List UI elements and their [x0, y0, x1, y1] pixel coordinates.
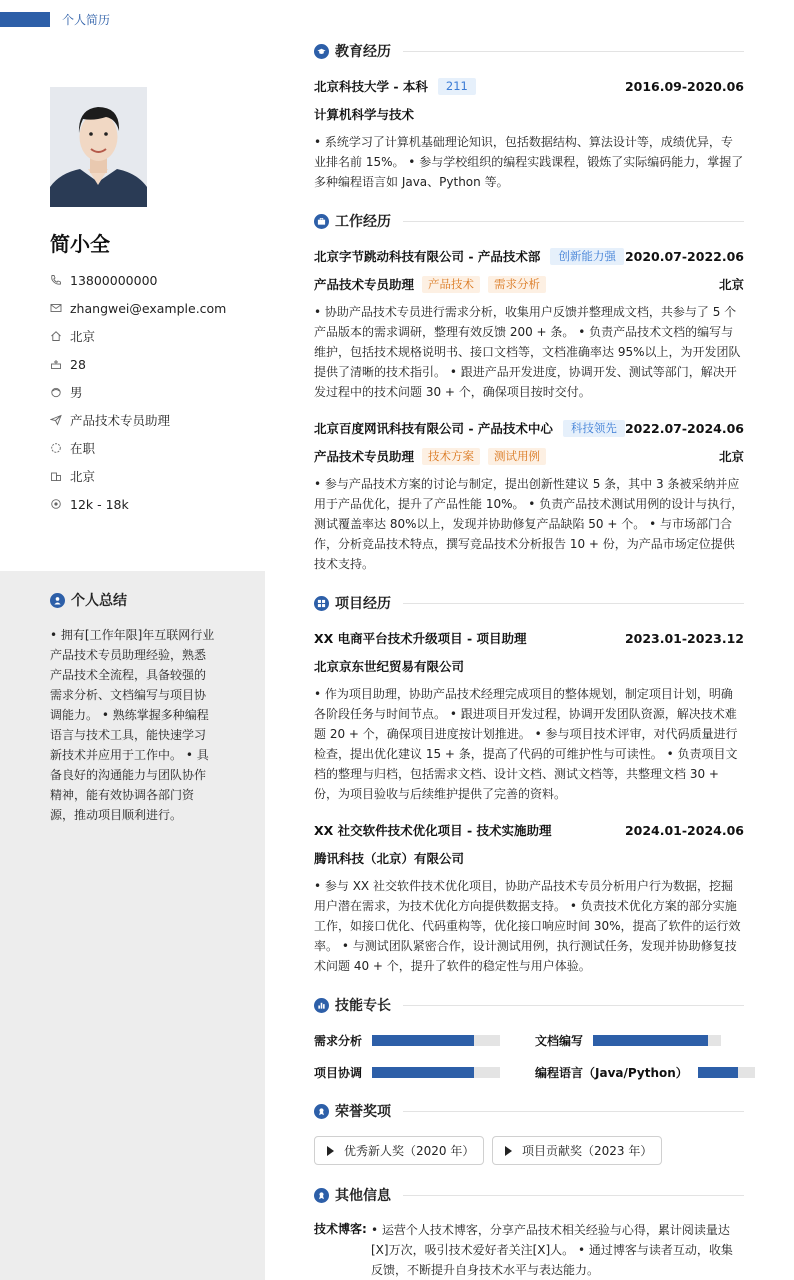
status-text: 在职	[70, 441, 96, 456]
skill-item	[314, 1064, 500, 1081]
avatar	[50, 87, 147, 207]
candidate-name: 简小全	[50, 232, 110, 256]
company-badge: 科技领先	[563, 420, 625, 437]
awards-title: 荣誉奖项	[335, 1104, 391, 1120]
position-text: 产品技术专员助理	[70, 413, 171, 428]
skill-name: 文档编写	[535, 1034, 584, 1048]
skill-bar	[698, 1067, 755, 1078]
work-company-row	[314, 419, 744, 437]
work-desc: • 参与产品技术方案的讨论与制定，提出创新性建议 5 条，其中 3 条被采纳并应用于产品优化，提升了产品性能 10%。 • 负责产品技术测试用例的设计与执行，测试覆盖率达 80%以上，发现并协助修复产品缺陷 50 + 个。 • 与市场部门合作，分析竞品技术特点，撰写竞品技术分析报告 10 + 份，为产品市场定位提供技术支持。	[314, 477, 744, 571]
play-icon	[505, 1146, 512, 1156]
project-row	[314, 629, 744, 647]
city-icon	[50, 470, 62, 482]
skill-item	[314, 1032, 500, 1049]
role-name: 产品技术专员助理	[314, 449, 415, 464]
home-text: 北京	[70, 329, 96, 344]
briefcase-icon	[314, 214, 329, 229]
graduation-cap-icon	[314, 44, 329, 59]
skill-level	[372, 1067, 474, 1078]
phone-icon	[50, 274, 62, 286]
salary-icon	[50, 498, 62, 510]
education-date: 2016.09-2020.06	[624, 78, 744, 94]
grid-icon	[314, 596, 329, 611]
info-home	[50, 322, 226, 350]
user-icon	[50, 593, 65, 608]
avatar-photo	[50, 87, 147, 207]
role-tag: 产品技术	[422, 276, 480, 293]
header-accent-bar	[0, 12, 50, 27]
divider	[403, 1111, 744, 1112]
skill-name: 编程语言（Java/Python）	[535, 1066, 688, 1080]
work-city: 北京	[718, 449, 744, 464]
education-title: 教育经历	[335, 44, 391, 60]
skill-name: 需求分析	[314, 1034, 363, 1048]
summary-title: 个人总结	[71, 593, 127, 609]
award-item	[314, 1136, 484, 1165]
project-desc: • 作为项目助理，协助产品技术经理完成项目的整体规划，制定项目计划，明确各阶段任务与时间节点。 • 跟进项目开发过程，协调开发团队资源，解决技术难题 20 + 个，确保项目进度按计划推进。 • 参与项目技术评审，对代码质量进行检查，提出优化建议 15 + 条，提高了代码的可维护性与可读性。 • 负责项目文档的整理与归档，包括需求文档、设计文档、测试文档等，共整理文档 30 + 份，为项目验收与后续维护提供了完善的资料。	[314, 687, 738, 801]
salary-text: 12k - 18k	[70, 496, 129, 512]
info-gender	[50, 378, 226, 406]
play-icon	[327, 1146, 334, 1156]
home-icon	[50, 330, 62, 342]
project-org: 腾讯科技（北京）有限公司	[314, 851, 465, 866]
award-text: 项目贡献奖（2023 年）	[522, 1144, 653, 1158]
skills-title: 技能专长	[335, 998, 391, 1014]
skill-item	[535, 1064, 755, 1081]
skills-heading	[314, 995, 744, 1015]
project-org: 北京京东世纪贸易有限公司	[314, 659, 465, 674]
award-text: 优秀新人奖（2020 年）	[344, 1144, 475, 1158]
summary-text: • 拥有[工作年限]年互联网行业产品技术专员助理经验，熟悉产品技术全流程，具备较强的需求分析、文档编写与项目协调能力。 • 熟练掌握多种编程语言与技术工具，能快速学习新技术并应用于工作中。 • 具备良好的沟通能力与团队协作精神，能有效协调各部门资源，推动项目顺利进行。	[50, 628, 215, 822]
project-org-row	[314, 657, 744, 675]
other-heading	[314, 1185, 744, 1205]
role-name: 产品技术专员助理	[314, 277, 415, 292]
info-phone	[50, 266, 226, 294]
divider	[403, 51, 744, 52]
awards-heading	[314, 1101, 744, 1121]
divider	[403, 1195, 744, 1196]
send-icon	[50, 414, 62, 426]
work-desc: • 协助产品技术专员进行需求分析，收集用户反馈并整理成文档，共参与了 5 个产品版本的需求调研，整理有效反馈 200 + 条。 • 负责产品技术文档的编写与维护，包括技术规格说明书、接口文档等，文档准确率达 95%以上，为开发团队提供了清晰的技术指引。 • 跟进产品开发进度，协调开发、测试等部门，解决开发过程中的技术问题 30 + 个，确保项目按时交付。	[314, 305, 741, 399]
project-date: 2023.01-2023.12	[624, 630, 744, 646]
work-role-row	[314, 275, 744, 293]
education-row	[314, 77, 744, 95]
work-date: 2020.07-2022.06	[624, 248, 744, 264]
info-status	[50, 434, 226, 462]
info-city	[50, 462, 226, 490]
project-row	[314, 821, 744, 839]
email-icon	[50, 302, 62, 314]
info-icon	[314, 1188, 329, 1203]
skill-bar	[372, 1067, 500, 1078]
project-title: 项目经历	[335, 596, 391, 612]
work-heading	[314, 211, 744, 231]
divider	[403, 603, 744, 604]
work-title: 工作经历	[335, 214, 391, 230]
info-email	[50, 294, 226, 322]
major-row	[314, 105, 744, 123]
info-salary	[50, 490, 226, 518]
company-name: 北京百度网讯科技有限公司 - 产品技术中心	[314, 421, 553, 436]
contact-info-list	[50, 266, 226, 518]
project-name: XX 电商平台技术升级项目 - 项目助理	[314, 631, 527, 646]
project-name: XX 社交软件技术优化项目 - 技术实施助理	[314, 823, 552, 838]
skill-level	[593, 1035, 708, 1046]
project-heading	[314, 593, 744, 613]
resume-tag: 个人简历	[62, 13, 111, 27]
school-name: 北京科技大学 - 本科	[314, 79, 428, 94]
company-name: 北京字节跳动科技有限公司 - 产品技术部	[314, 249, 541, 264]
summary-heading	[50, 590, 127, 610]
age-icon	[50, 358, 62, 370]
age-text: 28	[70, 356, 86, 372]
info-position	[50, 406, 226, 434]
school-badge: 211	[438, 78, 476, 95]
project-desc: • 参与 XX 社交软件技术优化项目，协助产品技术专员分析用户行为数据，挖掘用户潜在需求，为技术优化方向提供数据支持。 • 负责技术优化方案的部分实施工作，如接口优化、代码重构等，优化接口响应时间 30%，提高了软件的运行效率。 • 与测试团队紧密合作，设计测试用例，执行测试任务，发现并协助修复技术问题 40 + 个，提升了软件的稳定性与用户体验。	[314, 879, 741, 973]
work-city: 北京	[718, 277, 744, 292]
skill-item	[535, 1032, 721, 1049]
other-title: 其他信息	[335, 1188, 391, 1204]
skill-level	[372, 1035, 474, 1046]
major-name: 计算机科学与技术	[314, 107, 415, 122]
other-label: 技术博客:	[314, 1222, 367, 1236]
education-heading	[314, 41, 744, 61]
project-date: 2024.01-2024.06	[624, 822, 744, 838]
status-icon	[50, 442, 62, 454]
gender-text: 男	[70, 385, 83, 400]
education-desc: • 系统学习了计算机基础理论知识，包括数据结构、算法设计等，成绩优异，专业排名前 15%。 • 参与学校组织的编程实践课程，锻炼了实际编码能力，掌握了多种编程语言如 Java、Python 等。	[314, 135, 744, 189]
award-icon	[314, 1104, 329, 1119]
city-text: 北京	[70, 469, 96, 484]
skill-level	[698, 1067, 738, 1078]
gender-icon	[50, 386, 62, 398]
role-tag: 测试用例	[488, 448, 546, 465]
skill-name: 项目协调	[314, 1066, 363, 1080]
work-role-row	[314, 447, 744, 465]
skill-bar	[372, 1035, 500, 1046]
project-org-row	[314, 849, 744, 867]
role-tag: 技术方案	[422, 448, 480, 465]
skill-bar	[593, 1035, 721, 1046]
info-age	[50, 350, 226, 378]
divider	[403, 1005, 744, 1006]
award-item	[492, 1136, 662, 1165]
email-text: zhangwei@example.com	[70, 300, 227, 316]
chart-icon	[314, 998, 329, 1013]
role-tag: 需求分析	[488, 276, 546, 293]
work-date: 2022.07-2024.06	[624, 420, 744, 436]
phone-text: 13800000000	[70, 272, 158, 288]
work-company-row	[314, 247, 744, 265]
company-badge: 创新能力强	[550, 248, 624, 265]
other-text: • 运营个人技术博客，分享产品技术相关经验与心得，累计阅读量达[X]万次，吸引技术爱好者关注[X]人。 • 通过博客与读者互动，收集反馈，不断提升自身技术水平与表达能力。	[371, 1223, 733, 1277]
divider	[403, 221, 744, 222]
